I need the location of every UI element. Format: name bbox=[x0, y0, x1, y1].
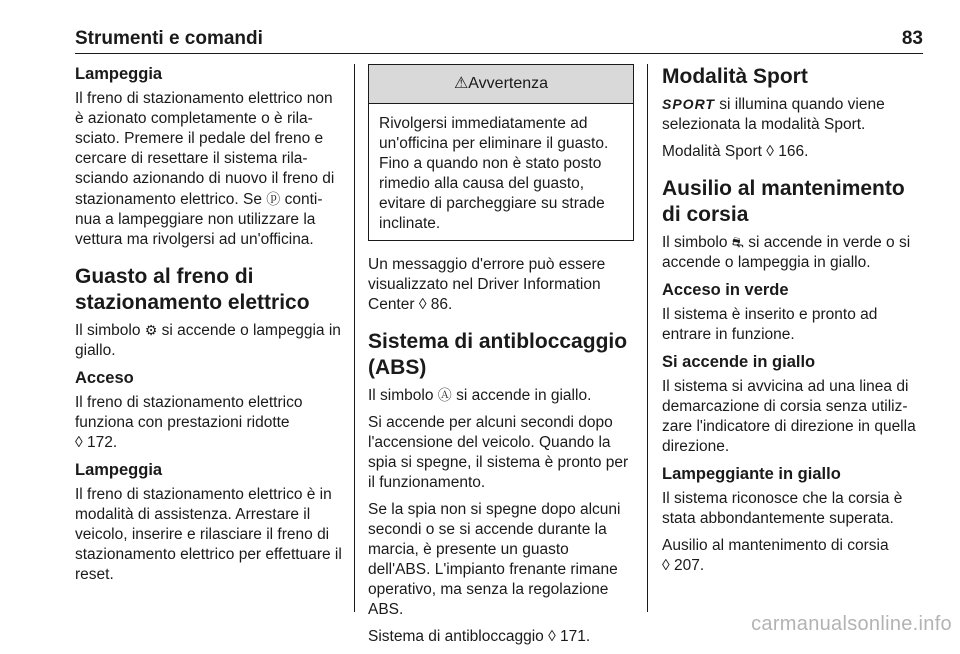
subheading-giallo: Si accende in giallo bbox=[662, 353, 816, 371]
paragraph: Ausilio al mantenimento di corsia ◊ 207. bbox=[662, 537, 889, 574]
paragraph: Il freno di stazionamento elettrico funziona con prestazioni ridotte ◊ 172. bbox=[75, 394, 303, 451]
page-reference[interactable]: ◊ 86. bbox=[418, 296, 453, 313]
paragraph: Il sistema è inserito e pronto ad entrare in funzione. bbox=[662, 306, 878, 343]
subheading-acceso: Acceso bbox=[75, 369, 134, 387]
subheading-lampeggia: Lampeggia bbox=[75, 65, 163, 83]
column-3 bbox=[662, 64, 928, 583]
paragraph: Il sistema si avvicina ad una linea di demarcazione di corsia senza utiliz-zare l'indicatore di direzione in quella direzione. bbox=[662, 378, 916, 455]
page-number: 83 bbox=[901, 28, 923, 49]
parking-brake-icon: ⓟ bbox=[266, 191, 281, 207]
subheading-acceso-verde: Acceso in verde bbox=[662, 281, 789, 299]
paragraph: Se la spia non si spegne dopo alcuni secondi o se si accende durante la marcia, è presente un guasto dell'ABS. L'impianto frenante rimane operativo, ma senza la regolazione ABS. bbox=[368, 501, 621, 618]
paragraph: Il freno di stazionamento elettrico è in modalità di assistenza. Arrestare il veicolo, inserire e rilasciare il freno di stazionamento elettrico per effettuare il reset. bbox=[75, 486, 342, 583]
section-title: Strumenti e comandi bbox=[75, 28, 263, 49]
subheading-lampeggia: Lampeggia bbox=[75, 461, 163, 479]
section-heading: Sistema di antibloccaggio (ABS) bbox=[368, 330, 628, 379]
lane-keep-icon: ⛐ bbox=[731, 234, 744, 250]
paragraph: Il simbolo ⛐ si accende in verde o si accende o lampeggia in giallo. bbox=[662, 234, 911, 271]
warning-triangle-icon: ⚠ bbox=[453, 75, 469, 92]
warning-title: Avvertenza bbox=[468, 75, 549, 92]
paragraph: Il simbolo Ⓐ si accende in giallo. bbox=[368, 387, 592, 404]
paragraph: Si accende per alcuni secondi dopo l'accensione del veicolo. Quando la spia si spegne, il sistema è pronto per il funzionamento. bbox=[368, 414, 629, 491]
column-1 bbox=[75, 64, 343, 592]
paragraph: Un messaggio d'errore può essere visualizzato nel Driver Information Center ◊ 86. bbox=[368, 256, 606, 313]
column-divider bbox=[647, 64, 648, 612]
warning-box bbox=[368, 64, 634, 241]
page-header bbox=[75, 28, 923, 50]
column-2 bbox=[368, 64, 634, 654]
abs-icon: Ⓐ bbox=[437, 387, 452, 403]
section-heading: Guasto al freno di stazionamento elettrico bbox=[75, 265, 310, 314]
warning-header bbox=[369, 65, 633, 104]
warning-body: Rivolgersi immediatamente ad un'officina per eliminare il guasto. Fino a quando non è stato posto rimedio alla causa del guasto, evitare di parcheggiare su strade inclinate. bbox=[379, 115, 609, 232]
watermark: carmanualsonline.info bbox=[751, 613, 952, 635]
page-reference[interactable]: ◊ 166. bbox=[766, 143, 809, 160]
paragraph: Modalità Sport ◊ 166. bbox=[662, 143, 809, 160]
page-reference[interactable]: ◊ 171. bbox=[548, 628, 591, 645]
page-reference[interactable]: ◊ 172. bbox=[75, 434, 118, 451]
subheading-lampeggiante: Lampeggiante in giallo bbox=[662, 465, 841, 483]
paragraph: Il sistema riconosce che la corsia è stata abbondantemente superata. bbox=[662, 490, 903, 527]
sport-indicator-icon: SPORT bbox=[662, 96, 715, 112]
column-divider bbox=[354, 64, 355, 612]
section-heading: Ausilio al mantenimento di corsia bbox=[662, 177, 905, 226]
paragraph: Il simbolo ⚙ si accende o lampeggia in giallo. bbox=[75, 322, 341, 359]
section-heading: Modalità Sport bbox=[662, 65, 808, 88]
paragraph: Sistema di antibloccaggio ◊ 171. bbox=[368, 628, 591, 645]
paragraph: Il freno di stazionamento elettrico non è azionato completamente o è rila-sciato. Premere il pedale del freno e cercare di resettare il sistema rila-sciando azionando di nuovo il freno di stazionamento elettrico. Se ⓟ conti-nua a lampeggiare non utilizzare la vettura ma rivolgersi ad un'officina. bbox=[75, 90, 335, 248]
header-divider bbox=[75, 53, 923, 54]
page-reference[interactable]: ◊ 207. bbox=[662, 557, 705, 574]
paragraph: SPORT si illumina quando viene selezionata la modalità Sport. bbox=[662, 96, 885, 133]
brake-fault-icon: ⚙ bbox=[144, 322, 158, 338]
